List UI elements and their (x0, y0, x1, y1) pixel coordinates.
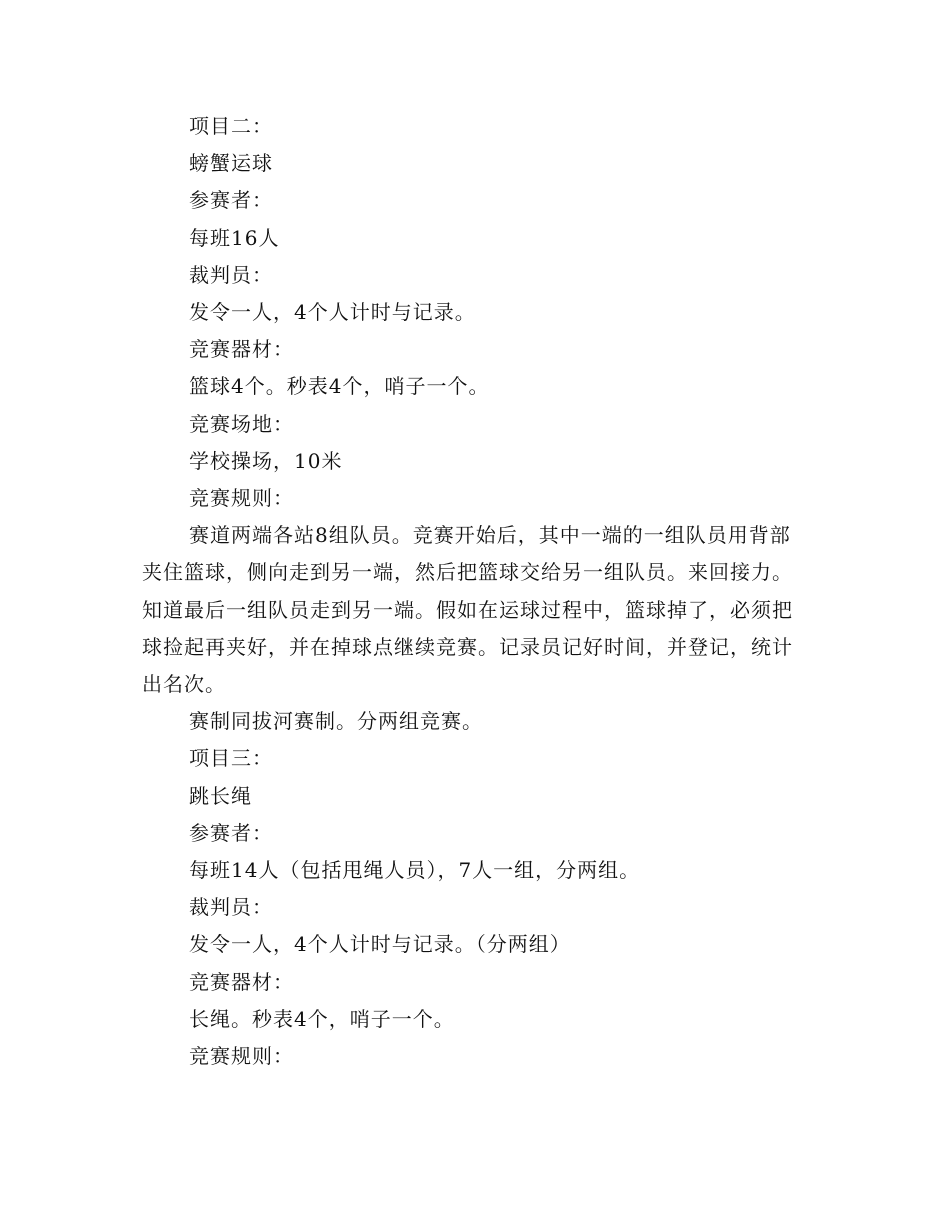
equipment-value-2: 长绳。秒表4个，哨子一个。 (189, 1006, 455, 1031)
participants-value-2: 每班14人（包括甩绳人员），7人一组，分两组。 (189, 858, 641, 883)
event-name-crab-ball: 螃蟹运球 (189, 151, 273, 176)
referees-label: 裁判员： (189, 262, 273, 287)
referees-label-2: 裁判员： (189, 895, 273, 920)
rules-paragraph: 赛道两端各站8组队员。竞赛开始后，其中一端的一组队员用背部夹住篮球，侧向走到另一端，然后把篮球交给另一组队员。来回接力。知道最后一组队员走到另一端。假如在运球过程中，篮球掉了，必须把球捡起再夹好，并在掉球点继续竞赛。记录员记好时间，并登记，统计出名次。 (142, 523, 793, 697)
section-heading-project-two: 项目二： (189, 114, 273, 138)
format-paragraph: 赛制同拔河赛制。分两组竞赛。 (189, 709, 483, 734)
rules-label: 竞赛规则： (189, 486, 294, 511)
participants-label: 参赛者： (189, 188, 273, 213)
equipment-label: 竞赛器材： (189, 337, 294, 362)
referees-value: 发令一人，4个人计时与记录。 (189, 300, 476, 325)
equipment-value: 篮球4个。秒表4个，哨子一个。 (189, 374, 490, 399)
rules-label-2: 竞赛规则： (189, 1044, 294, 1069)
participants-label-2: 参赛者： (189, 820, 273, 845)
venue-value: 学校操场，10米 (189, 448, 343, 473)
section-heading-project-three: 项目三： (189, 746, 273, 771)
equipment-label-2: 竞赛器材： (189, 969, 294, 994)
participants-value: 每班16人 (189, 225, 280, 250)
venue-label: 竞赛场地： (189, 411, 294, 436)
referees-value-2: 发令一人，4个人计时与记录。（分两组） (189, 932, 571, 957)
document-body (142, 108, 797, 1075)
event-name-long-rope: 跳长绳 (189, 783, 252, 808)
